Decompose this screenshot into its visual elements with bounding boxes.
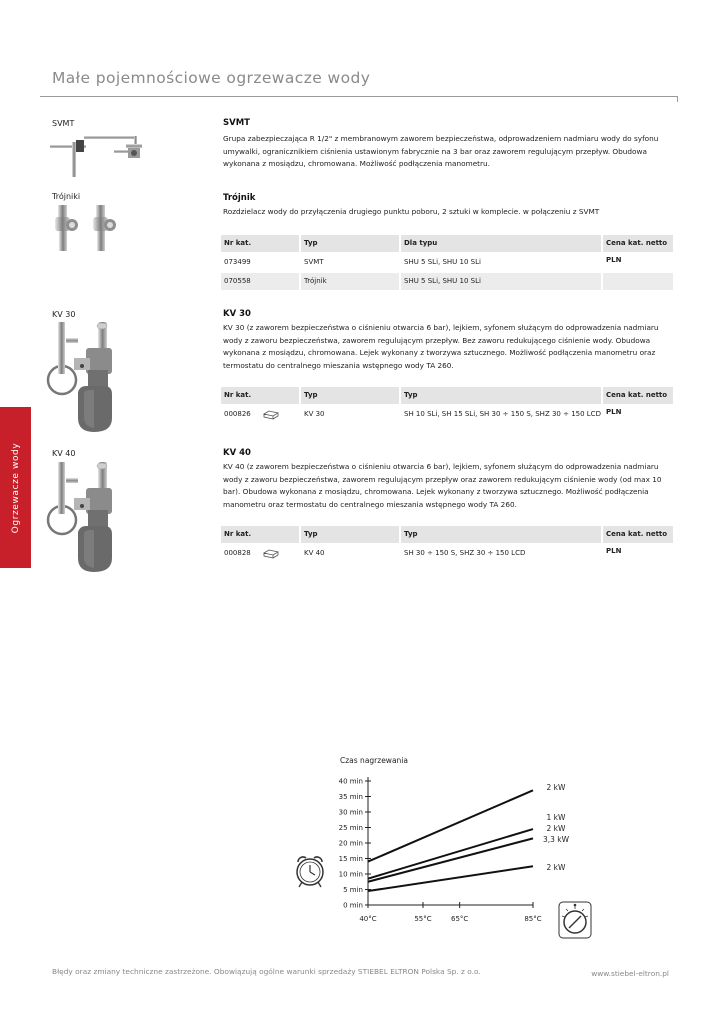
y-tick-label: 35 min xyxy=(338,793,363,801)
kv30-image-label: KV 30 xyxy=(52,310,76,319)
col-header-type: Typ xyxy=(301,387,399,404)
y-tick-label: 40 min xyxy=(338,777,363,786)
y-tick-label: 15 min xyxy=(338,855,363,863)
x-tick-label: 85°C xyxy=(524,915,542,923)
x-tick-label: 40°C xyxy=(359,915,377,923)
col-header-for-type: Dla typu xyxy=(401,235,601,252)
alarm-clock-icon xyxy=(297,857,323,887)
chart-y-axis xyxy=(339,778,371,910)
cell-for-type: SH 30 ÷ 150 S, SHZ 30 ÷ 150 LCD xyxy=(404,549,526,557)
x-tick-label: 55°C xyxy=(414,915,432,923)
series-label: 2 kW xyxy=(546,863,566,872)
cell-for-type: SH 10 SLi, SH 15 SLi, SH 30 ÷ 150 S, SHZ 30 ÷ 150 LCD xyxy=(404,410,601,418)
package-icon xyxy=(263,409,279,420)
col-header-for-type: Typ xyxy=(401,387,601,404)
title-divider xyxy=(40,96,678,97)
table-row xyxy=(221,406,673,423)
side-tab-label: Ogrzewacze wody xyxy=(10,442,21,533)
svmt-description: Grupa zabezpieczająca R 1/2" z membranowym zaworem bezpieczeństwa, odprowadzeniem nadmiaru wody do syfonu umywalki, ogranicznikiem ciśnienia ustawionym fabrycznie na 3 bar oraz zaworem regulującym przepływ. Obudowa wykonana z mosiądzu, chromowana. Możliwość podłączenia manometru. xyxy=(223,134,659,168)
kv30-title: KV 30 xyxy=(223,309,251,319)
svmt-price-table xyxy=(221,235,673,292)
chart-series xyxy=(368,790,533,891)
col-header-type: Typ xyxy=(301,235,399,252)
series-label: 2 kW xyxy=(546,824,566,833)
kv40-title: KV 40 xyxy=(223,448,251,458)
chart-series-labels xyxy=(543,783,570,872)
col-header-catalog-no: Nr kat. xyxy=(221,387,299,404)
series-line xyxy=(368,790,533,861)
table-row xyxy=(221,254,673,271)
y-tick-label: 20 min xyxy=(338,839,363,848)
col-header-price: Cena kat. netto PLN xyxy=(603,387,673,404)
cell-type: KV 30 xyxy=(304,410,325,418)
trojnik-title: Trójnik xyxy=(223,193,256,203)
kv30-description: KV 30 (z zaworem bezpieczeństwa o ciśnieniu otwarcia 6 bar), lejkiem, syfonem służącym do odprowadzenia nadmiaru wody z zaworu bezpieczeństwa, zaworem regulującym przepływ. Bez zaworu redukującego ciśnienie wody. Obudowa wykonana z mosiądzu, chromowana. Lejek wykonany z tworzywa sztucznego. Możliwość podłączenia manometru oraz termostatu do centralnego mieszania wstępnego wody TA 260. xyxy=(223,323,659,370)
series-line xyxy=(368,838,533,881)
col-header-price: Cena kat. netto PLN xyxy=(603,526,673,543)
kv30-price-table xyxy=(221,387,673,425)
y-tick-label: 30 min xyxy=(338,808,363,817)
y-tick-label: 25 min xyxy=(338,824,363,832)
col-header-for-type: Typ xyxy=(401,526,601,543)
y-tick-label: 5 min xyxy=(343,886,363,894)
heating-time-chart xyxy=(290,750,620,950)
series-label: 2 kW xyxy=(546,783,566,792)
footer-website: www.stiebel-eltron.pl xyxy=(591,969,669,978)
series-label: 3,3 kW xyxy=(542,835,570,844)
page-title: Małe pojemnościowe ogrzewacze wody xyxy=(52,69,371,87)
cell-price xyxy=(603,254,673,271)
svmt-photo xyxy=(46,128,152,178)
section-side-tab xyxy=(0,407,31,568)
thermostat-dial-icon xyxy=(559,902,591,938)
x-tick-label: 65°C xyxy=(451,915,469,923)
title-divider-tick xyxy=(677,96,678,102)
cell-catalog-no: 000828 xyxy=(224,549,251,557)
footer-disclaimer: Błędy oraz zmiany techniczne zastrzeżone. Obowiązują ogólne warunki sprzedaży STIEBEL ELTRON Polska Sp. z o.o. xyxy=(52,967,481,976)
cell-price xyxy=(603,273,673,290)
col-header-catalog-no: Nr kat. xyxy=(221,235,299,252)
col-header-price: Cena kat. netto PLN xyxy=(603,235,673,252)
cell-for-type: SHU 5 SLi, SHU 10 SLi xyxy=(401,273,601,290)
table-row xyxy=(221,273,673,290)
kv40-price-table xyxy=(221,526,673,564)
table-row xyxy=(221,545,673,562)
y-tick-label: 0 min xyxy=(343,901,363,910)
svmt-image-label: SVMT xyxy=(52,119,75,128)
cell-price xyxy=(603,406,673,423)
cell-catalog-no: 000826 xyxy=(224,410,251,418)
trojnik-image-label: Trójniki xyxy=(52,192,81,201)
kv40-photo xyxy=(44,460,124,575)
col-header-type: Typ xyxy=(301,526,399,543)
cell-catalog-no: 073499 xyxy=(224,258,251,266)
series-line xyxy=(368,829,533,879)
kv30-photo xyxy=(44,320,124,435)
col-header-catalog-no: Nr kat. xyxy=(221,526,299,543)
cell-type: Trójnik xyxy=(301,273,399,290)
svmt-title: SVMT xyxy=(223,118,250,128)
kv40-image-label: KV 40 xyxy=(52,449,76,458)
trojnik-description: Rozdzielacz wody do przyłączenia drugiego punktu poboru, 2 sztuki w komplecie. w połączeniu z SVMT xyxy=(223,207,600,216)
cell-price xyxy=(603,545,673,562)
series-line xyxy=(368,866,533,891)
series-label: 1 kW xyxy=(546,813,566,822)
cell-type: KV 40 xyxy=(304,549,325,557)
cell-type: SVMT xyxy=(304,258,324,266)
cell-for-type: SHU 5 SLi, SHU 10 SLi xyxy=(404,258,481,266)
kv40-description: KV 40 (z zaworem bezpieczeństwa o ciśnieniu otwarcia 6 bar), lejkiem, syfonem służącym do odprowadzenia nadmiaru wody z zaworu bezpieczeństwa, zaworem regulującym przepływ oraz zaworem redukującym ciśnienie wody (od max 10 bar). Obudowa wykonana z mosiądzu, chromowana. Lejek wykonany z tworzywa sztucznego. Możliwość podłączenia manometru oraz termostatu do centralnego mieszania wstępnego wody TA 260. xyxy=(223,462,662,509)
cell-catalog-no: 070558 xyxy=(221,273,299,290)
package-icon xyxy=(263,548,279,559)
trojnik-photo xyxy=(48,203,126,253)
y-tick-label: 10 min xyxy=(338,870,363,879)
chart-title: Czas nagrzewania xyxy=(340,756,408,765)
